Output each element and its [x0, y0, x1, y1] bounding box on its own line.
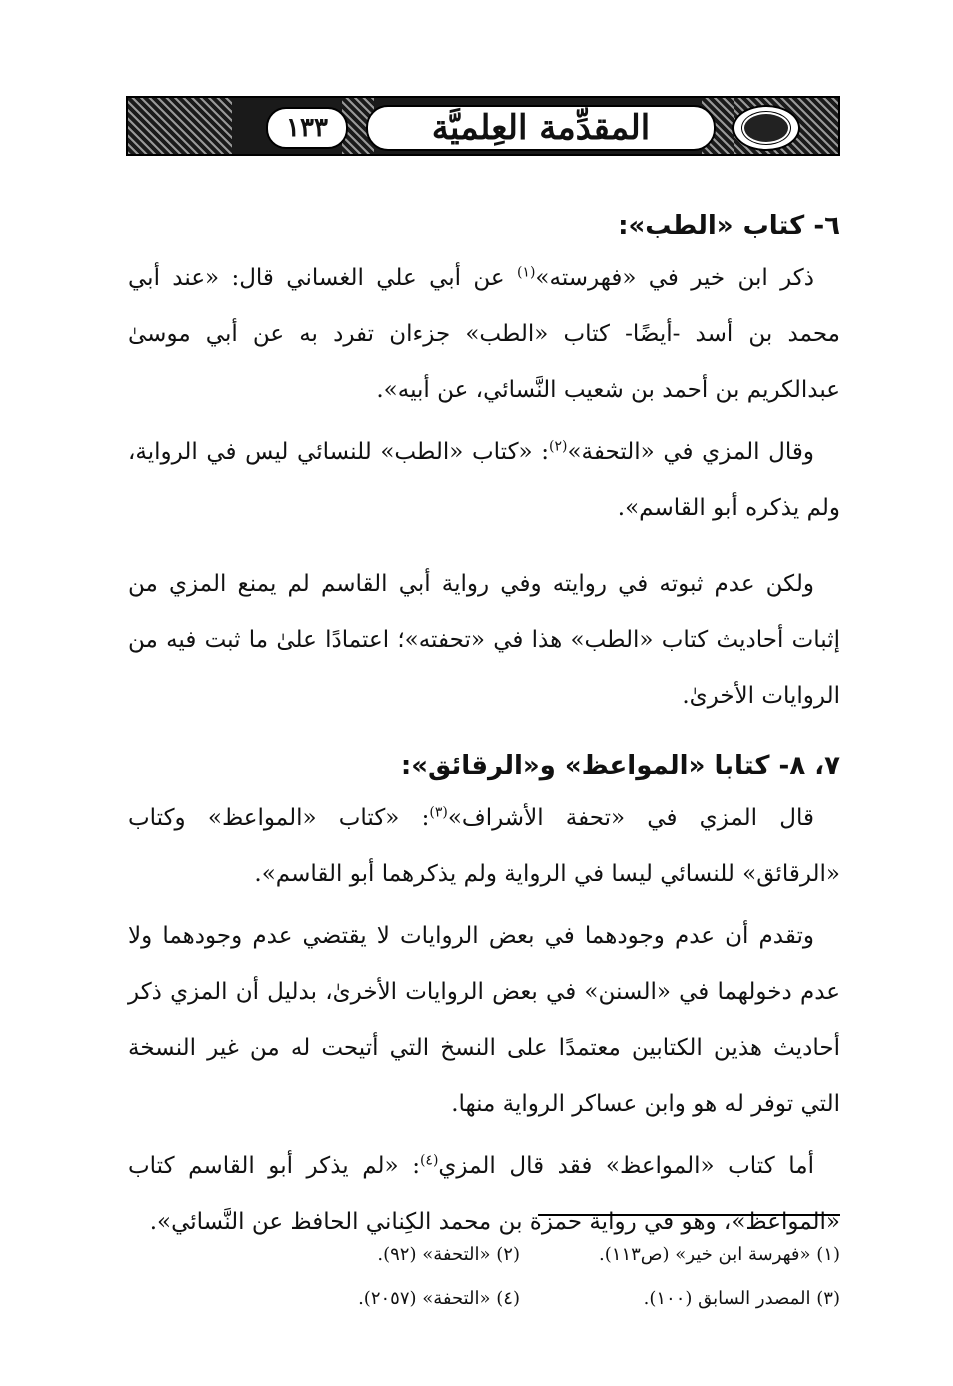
footnote-ref: (١) — [516, 264, 536, 281]
section-heading-medicine: ٦- كتاب «الطب»: — [618, 211, 840, 241]
footnote-row — [128, 1276, 840, 1320]
footnote-3: (٣) المصدر السابق (١٠٠). — [643, 1287, 840, 1309]
paragraph: قال المزي في «تحفة الأشراف»$^{(٣)}$: «كتاب «المواعظ» وكتاب «الرقائق» للنسائي ليسا في الرواية ولم يذكرهما أبو القاسم». — [128, 804, 840, 887]
footnote-2: (٢) «التحفة» (٩٢). — [377, 1243, 520, 1265]
ornamental-seal-icon — [732, 105, 800, 151]
footnote-row — [128, 1232, 840, 1276]
ornament-left — [128, 98, 232, 154]
page-header — [126, 96, 840, 156]
footnotes — [128, 1232, 840, 1320]
footnote-4: (٤) «التحفة» (٢٠٥٧). — [358, 1287, 520, 1309]
paragraph: وقال المزي في «التحفة»$^{(٢)}$: «كتاب «الطب» للنسائي ليس في الرواية، ولم يذكره أبو القاسم». — [128, 438, 840, 521]
paragraph: ولكن عدم ثبوته في روايته وفي رواية أبي القاسم لم يمنع المزي من إثبات أحاديث كتاب «الطب» هذا في «تحفته»؛ اعتمادًا علىٰ ما ثبت فيه من الروايات الأخرىٰ. — [128, 571, 840, 709]
footnote-ref: (٤) — [419, 1152, 439, 1169]
paragraph: ذكر ابن خير في «فهرسته»$^{(١)}$ عن أبي علي الغساني قال: «عند أبي محمد بن أسد -أيضًا- كتاب «الطب» جزءان تفرد به عن أبي موسىٰ عبدالكريم بن أحمد بن شعيب النَّسائي، عن أبيه». — [128, 264, 840, 403]
footnote-ref: (٢) — [548, 438, 568, 455]
page-number: ١٣٣ — [266, 107, 348, 149]
page-title: المقدِّمة العِلميَّة — [366, 105, 716, 151]
footnote-ref: (٣) — [429, 804, 448, 821]
paragraph: وتقدم أن عدم وجودهما في بعض الروايات لا يقتضي عدم وجودهما ولا عدم دخولهما في «السنن» في بعض الروايات الأخرىٰ، بدليل أن المزي ذكر أحاديث هذين الكتابين معتمدًا على النسخ التي أتيحت له من غير النسخة التي توفر له هو وابن عساكر الرواية منها. — [128, 923, 840, 1117]
page-body — [128, 208, 840, 1256]
footnote-divider — [538, 1214, 840, 1216]
section-heading-sermons: ٧، ٨- كتابا «المواعظ» و«الرقائق»: — [400, 751, 840, 781]
footnote-1: (١) «فهرسة ابن خير» (ص١١٣). — [599, 1243, 840, 1265]
paragraph: أما كتاب «المواعظ» فقد قال المزي$^{(٤)}$: «لم يذكر أبو القاسم كتاب «المواعظ»، وهو في رواية حمزة بن محمد الكِناني الحافظ عن النَّسائي». — [128, 1152, 840, 1235]
